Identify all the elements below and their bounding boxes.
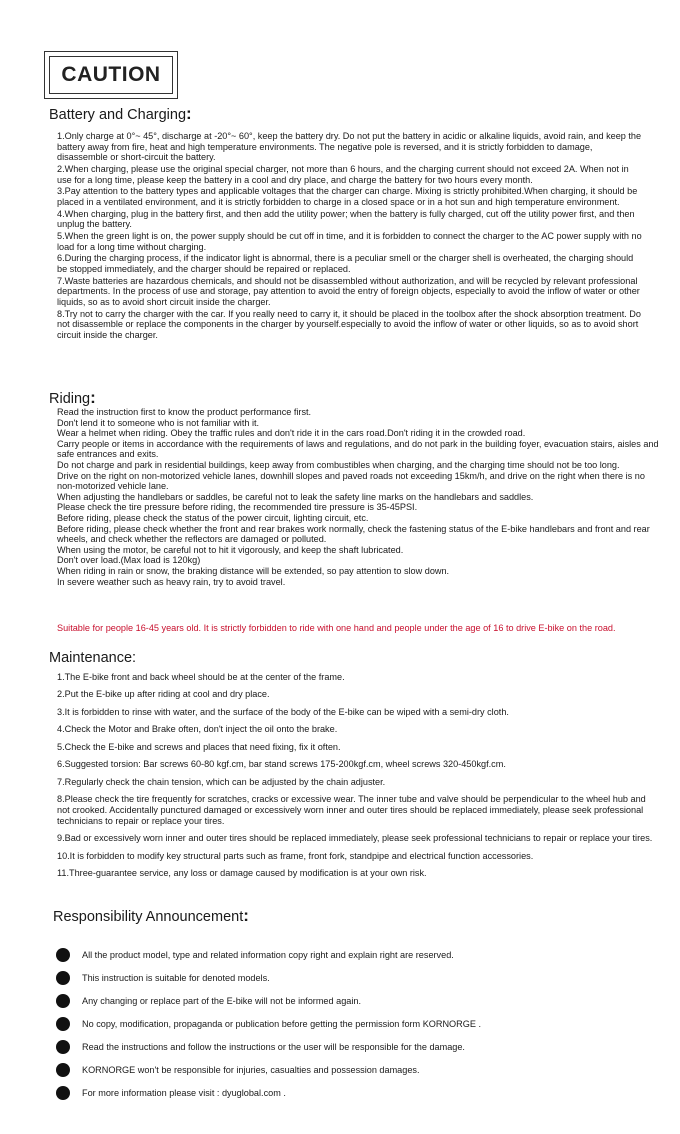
maintenance-item: 7.Regularly check the chain tension, which can be adjusted by the chain adjuster. <box>57 776 386 787</box>
maintenance-item: 4.Check the Motor and Brake often, don't inject the oil onto the brake. <box>57 724 338 735</box>
riding-item: Don't lend it to someone who is not familiar with it. <box>57 417 260 428</box>
bullet-icon <box>56 1063 70 1077</box>
responsibility-item: This instruction is suitable for denoted models. <box>82 973 270 984</box>
riding-instructions <box>57 407 661 587</box>
maintenance-item: 5.Check the E-bike and screws and places that need fixing, fix it often. <box>57 741 341 752</box>
maintenance-item: 8.Please check the tire frequently for scratches, cracks or excessive wear. The inner tube and valve should be perpendicular to the wheel hub and not crooked. Accidentally punctured damaged or excessively worn inner and outer tires should be replaced immediately, please seek professional technicians to repair or replace your tires. <box>57 794 646 826</box>
battery-item: 8.Try not to carry the charger with the car. If you really need to carry it, it should be placed in the toolbox after the shock absorption treatment. Do not disassemble or replace the components in the charger by yourself.especially to avoid the inflow of water or other liquids, so as to avoid short circuit inside the charger. <box>57 308 641 340</box>
battery-item: 1.Only charge at 0°~ 45°, discharge at -20°~ 60°, keep the battery dry. Do not put the battery in acidic or alkaline liquids, avoid rain, and keep the battery away from fire, heat and high temperature environments. The negative pole is reversed, and it is strictly forbidden to damage, disassemble or short-circuit the battery. <box>57 131 642 163</box>
riding-item: Don't over load.(Max load is 120kg) <box>57 555 201 566</box>
battery-item: 2.When charging, please use the original special charger, not more than 6 hours, and the charging current should not exceed 2A. When not in use for a long time, please keep the battery in a cool and dry place, and charge the battery for two hours every month. <box>57 163 629 185</box>
bullet-icon <box>56 948 70 962</box>
responsibility-list <box>56 944 656 1104</box>
battery-item: 3.Pay attention to the battery types and applicable voltages that the charger can charge. Mixing is strictly prohibited.When charging, it should be placed in a ventilated environment, and it is strictly forbidden to charge in a closed space or in a hot sun and high temperature environment. <box>57 186 638 207</box>
riding-item: When riding in rain or snow, the braking distance will be extended, so pay attention to slow down. <box>57 565 450 576</box>
caution-title: CAUTION <box>49 56 173 94</box>
battery-section-title <box>49 104 192 124</box>
responsibility-item: No copy, modification, propaganda or publication before getting the permission form KORNORGE . <box>82 1019 481 1030</box>
responsibility-item: For more information please visit : dyuglobal.com . <box>82 1087 286 1098</box>
responsibility-item: KORNORGE won't be responsible for injuries, casualties and possession damages. <box>82 1064 420 1075</box>
battery-item: 6.During the charging process, if the indicator light is abnormal, there is a peculiar smell or the charger shell is overheated, the charging should be stopped immediately, and the charger should be repaired or replaced. <box>57 253 634 275</box>
riding-item: In severe weather such as heavy rain, try to avoid travel. <box>57 576 286 587</box>
riding-item: Please check the tire pressure before riding, the recommended tire pressure is 35-45PSI. <box>57 502 418 513</box>
battery-title-text: Battery and Charging <box>49 107 187 123</box>
battery-title-colon: : <box>186 104 192 123</box>
maintenance-item: 10.It is forbidden to modify key structural parts such as frame, front fork, standpipe and electrical function accessories. <box>57 850 534 861</box>
bullet-icon <box>56 1040 70 1054</box>
riding-item: Before riding, please check whether the front and rear brakes work normally, check the fastening status of the E-bike handlebars and front and rear wheels, and check whether the reflectors are damaged or polluted. <box>57 523 650 545</box>
bullet-icon <box>56 1086 70 1100</box>
maintenance-item: 6.Suggested torsion: Bar screws 60-80 kgf.cm, bar stand screws 175-200kgf.cm, wheel screws 320-450kgf.cm. <box>57 759 506 770</box>
responsibility-title-text: Responsibility Announcement <box>53 909 244 925</box>
riding-item: Wear a helmet when riding. Obey the traffic rules and don't ride it in the cars road.Don't riding it in the crowded road. <box>57 428 526 439</box>
bullet-icon <box>56 1017 70 1031</box>
riding-item: Do not charge and park in residential buildings, keep away from combustibles when charging, and the charging time should not be too long. <box>57 459 620 470</box>
responsibility-section-title <box>53 906 249 926</box>
list-item <box>56 990 656 1013</box>
maintenance-item: 9.Bad or excessively worn inner and outer tires should be replaced immediately, please seek professional technicians to repair or replace your tires. <box>57 833 653 844</box>
list-item <box>56 1081 656 1104</box>
list-item <box>56 1036 656 1059</box>
bullet-icon <box>56 994 70 1008</box>
maintenance-section-title: Maintenance: <box>49 650 137 666</box>
battery-instructions <box>57 131 643 342</box>
riding-item: Carry people or items in accordance with the requirements of laws and regulations, and do not park in the building foyer, evacuation stairs, aisles and safe entrances and exits. <box>57 438 659 460</box>
riding-title-text: Riding <box>49 391 91 407</box>
list-item <box>56 967 656 990</box>
riding-item: Drive on the right on non-motorized vehicle lanes, downhill slopes and paved roads not exceeding 15km/h, and drive on the right when there is no non-motorized vehicle lane. <box>57 470 645 492</box>
maintenance-item: 1.The E-bike front and back wheel should be at the center of the frame. <box>57 672 345 682</box>
maintenance-item: 11.Three-guarantee service, any loss or damage caused by modification is at your own risk. <box>57 868 427 879</box>
list-item <box>56 944 656 967</box>
bullet-icon <box>56 971 70 985</box>
responsibility-item: Any changing or replace part of the E-bike will not be informed again. <box>82 996 361 1007</box>
riding-title-colon: : <box>90 388 96 407</box>
maintenance-instructions <box>57 672 653 886</box>
riding-section-title <box>49 388 96 408</box>
responsibility-item: All the product model, type and related information copy right and explain right are reserved. <box>82 950 454 961</box>
age-warning: Suitable for people 16-45 years old. It is strictly forbidden to ride with one hand and people under the age of 16 to drive E-bike on the road. <box>57 623 616 633</box>
responsibility-item: Read the instructions and follow the instructions or the user will be responsible for the damage. <box>82 1042 465 1052</box>
riding-item: Before riding, please check the status of the power circuit, lighting circuit, etc. <box>57 512 369 523</box>
responsibility-title-colon: : <box>243 906 249 925</box>
battery-item: 7.Waste batteries are hazardous chemicals, and should not be disassembled without authorization, and will be recycled by relevant professional departments. In the process of use and storage, pay attention to avoid the entry of foreign objects, especially to avoid the inflow of water or other liquids, so as to avoid short circuit inside the charger. <box>57 275 640 308</box>
riding-item: When adjusting the handlebars or saddles, be careful not to leak the safety line marks on the handlebars and saddles. <box>57 491 534 502</box>
riding-item: When using the motor, be careful not to hit it vigorously, and keep the shaft lubricated. <box>57 544 404 555</box>
list-item <box>56 1058 656 1081</box>
maintenance-item: 2.Put the E-bike up after riding at cool and dry place. <box>57 689 270 700</box>
riding-item: Read the instruction first to know the product performance first. <box>57 407 312 417</box>
maintenance-item: 3.It is forbidden to rinse with water, and the surface of the body of the E-bike can be wiped with a semi-dry cloth. <box>57 706 509 717</box>
battery-item: 5.When the green light is on, the power supply should be cut off in time, and it is forbidden to connect the charger to the AC power supply with no load for a long time without charging. <box>57 231 642 252</box>
list-item <box>56 1013 656 1036</box>
caution-box <box>44 51 178 99</box>
battery-item: 4.When charging, plug in the battery first, and then add the utility power; when the battery is fully charged, cut off the utility power first, and then unplug the battery. <box>57 208 635 230</box>
